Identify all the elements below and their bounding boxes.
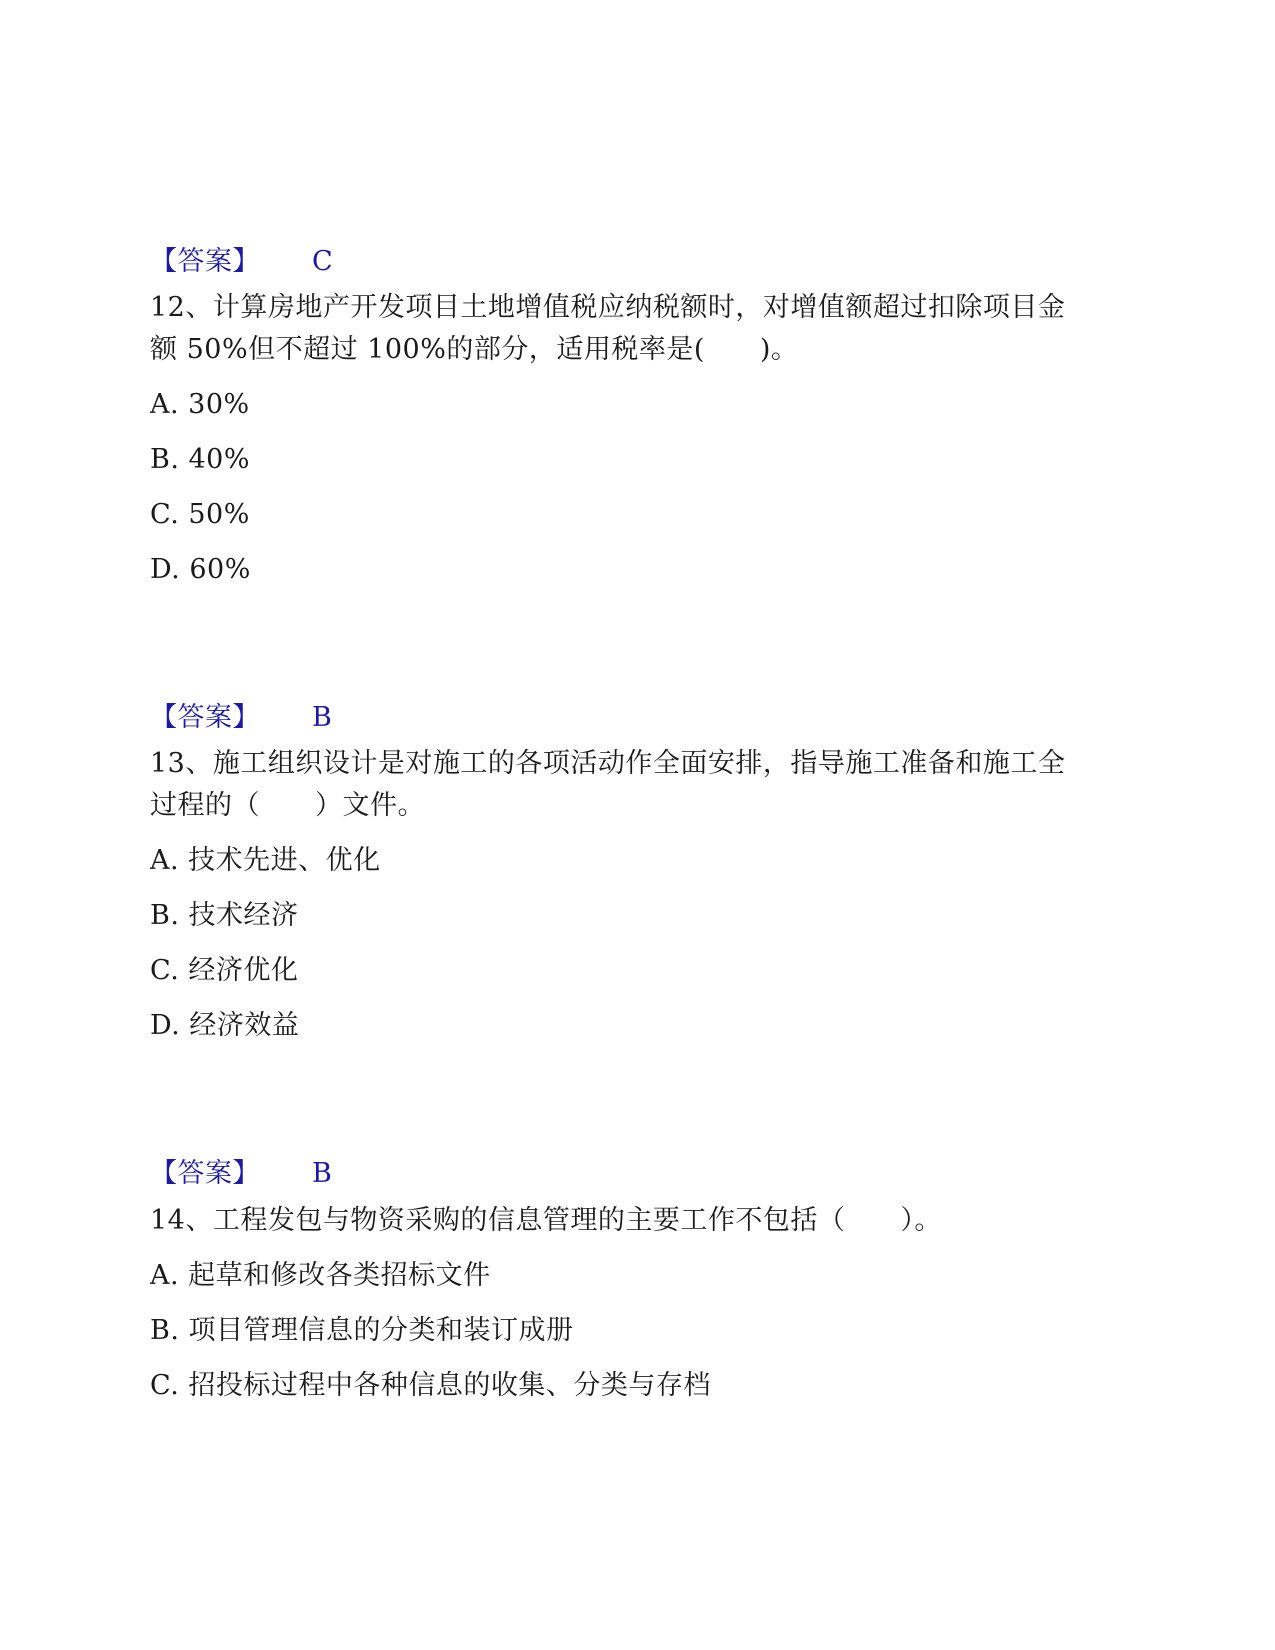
option-c: C. 招投标过程中各种信息的收集、分类与存档 (150, 1370, 711, 1401)
question-text: 14、工程发包与物资采购的信息管理的主要工作不包括（ ）。 (150, 1205, 942, 1236)
option-b: B. 40% (150, 444, 251, 475)
question-text: 13、施工组织设计是对施工的各项活动作全面安排，指导施工准备和施工全 (150, 748, 1066, 779)
option-b: B. 技术经济 (150, 900, 299, 931)
option-a: A. 起草和修改各类招标文件 (150, 1260, 491, 1291)
answer-value: B (312, 1158, 333, 1189)
question-text: 额 50%但不超过 100%的部分，适用税率是( )。 (150, 334, 799, 365)
answer-row (150, 1154, 332, 1194)
option-a: A. 技术先进、优化 (150, 845, 381, 876)
answer-value: C (312, 246, 334, 277)
option-d: D. 经济效益 (150, 1010, 300, 1041)
answer-label: 【答案】 (150, 246, 260, 277)
answer-label: 【答案】 (150, 702, 260, 733)
option-b: B. 项目管理信息的分类和装订成册 (150, 1315, 574, 1346)
option-c: C. 50% (150, 499, 250, 530)
option-d: D. 60% (150, 554, 251, 585)
answer-row (150, 698, 332, 738)
question-text: 过程的（ ）文件。 (150, 790, 425, 821)
option-a: A. 30% (150, 389, 250, 420)
answer-label: 【答案】 (150, 1158, 260, 1189)
option-c: C. 经济优化 (150, 955, 299, 986)
question-text: 12、计算房地产开发项目土地增值税应纳税额时，对增值额超过扣除项目金 (150, 292, 1066, 323)
answer-value: B (312, 702, 333, 733)
answer-row (150, 242, 333, 282)
